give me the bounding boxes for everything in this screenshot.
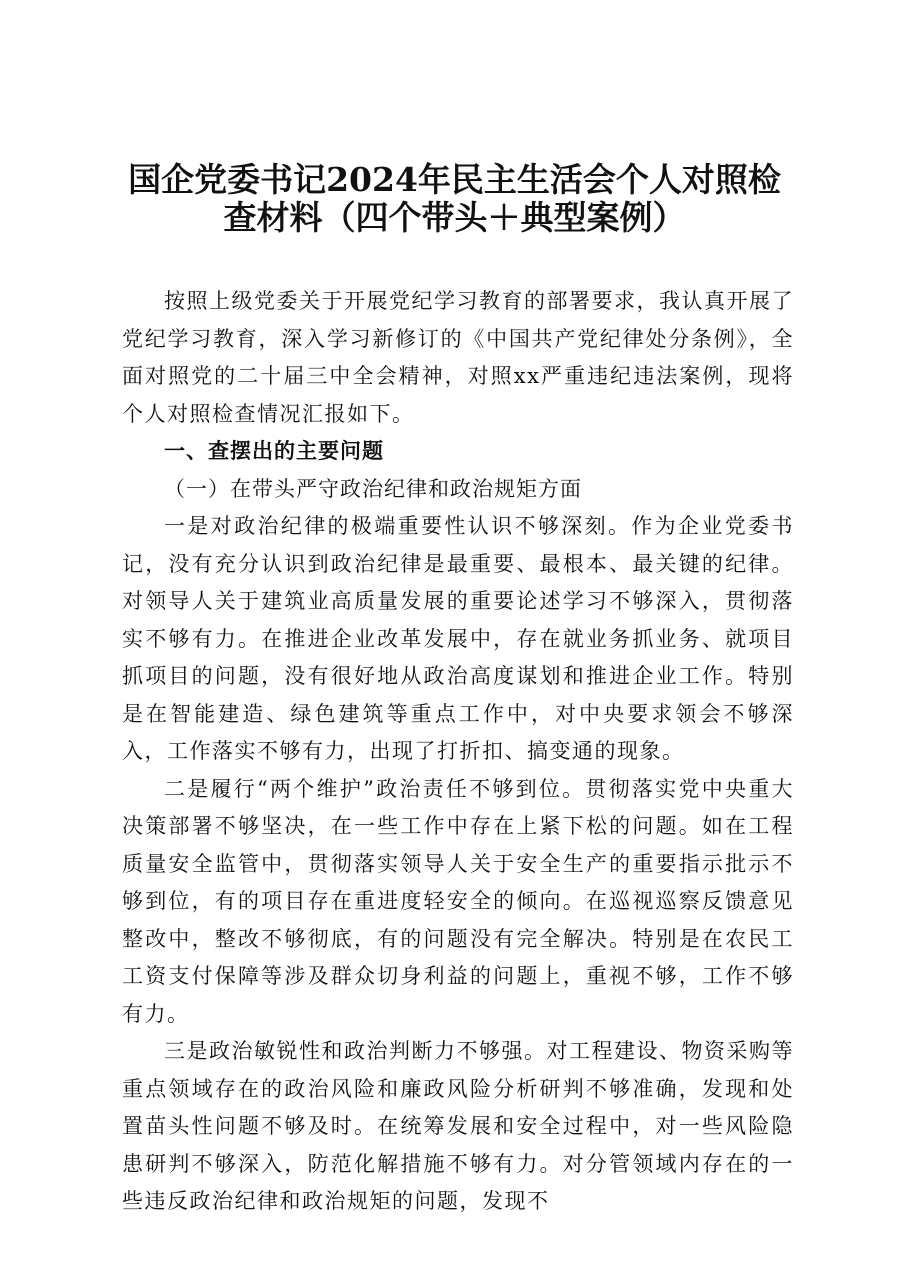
section-heading: 一、查摆出的主要问题 [164,439,384,463]
document-title-line-1: 国企党委书记2024年民主生活会个人对照检 [128,160,781,199]
document-body [122,283,794,1221]
body-paragraph-1: 一是对政治纪律的极端重要性认识不够深刻。作为企业党委书记，没有充分认识到政治纪律是最重要、最根本、最关键的纪律。对领导人关于建筑业高质量发展的重要论述学习不够深入，贯彻落实不够有力。在推进企业改革发展中，存在就业务抓业务、就项目抓项目的问题，没有很好地从政治高度谋划和推进企业工作。特别是在智能建造、绿色建筑等重点工作中，对中央要求领会不够深入，工作落实不够有力，出现了打折扣、搞变通的现象。 [122,514,794,763]
intro-paragraph: 按照上级党委关于开展党纪学习教育的部署要求，我认真开展了党纪学习教育，深入学习新修订的《中国共产党纪律处分条例》，全面对照党的二十届三中全会精神，对照xx严重违纪违法案例，现将个人对照检查情况汇报如下。 [122,289,794,426]
body-paragraph-2: 二是履行“两个维护”政治责任不够到位。贯彻落实党中央重大决策部署不够坚决，在一些工作中存在上紧下松的问题。如在工程质量安全监管中，贯彻落实领导人关于安全生产的重要指示批示不够到位，有的项目存在重进度轻安全的倾向。在巡视巡察反馈意见整改中，整改不够彻底，有的问题没有完全解决。特别是在农民工工资支付保障等涉及群众切身利益的问题上，重视不够，工作不够有力。 [122,776,794,1026]
subsection-heading: （一）在带头严守政治纪律和政治规矩方面 [164,476,582,501]
document-title-line-2: 查材料（四个带头＋典型案例） [223,198,686,237]
body-paragraph-3: 三是政治敏锐性和政治判断力不够强。对工程建设、物资采购等重点领域存在的政治风险和廉政风险分析研判不够准确，发现和处置苗头性问题不够及时。在统筹发展和安全过程中，对一些风险隐患研判不够深入，防范化解措施不够有力。对分管领域内存在的一些违反政治纪律和政治规矩的问题，发现不 [122,1039,794,1213]
